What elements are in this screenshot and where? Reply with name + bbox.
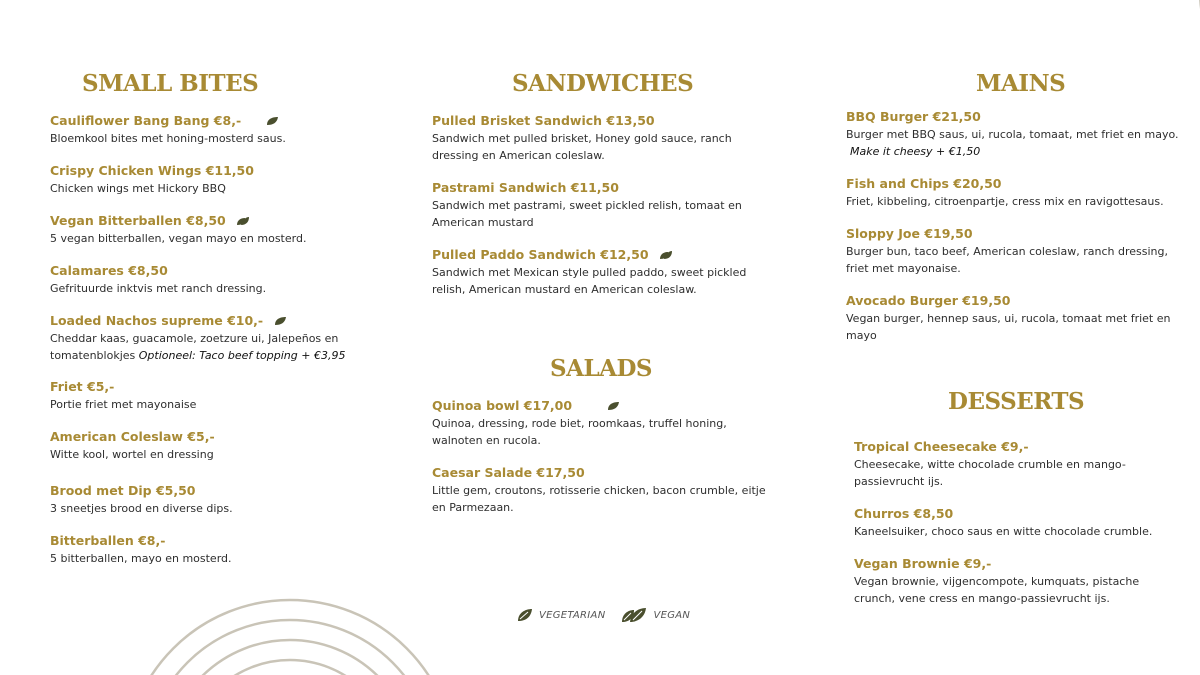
vegetarian-leaf-icon bbox=[273, 316, 287, 326]
decorative-rings-top-right bbox=[1095, 0, 1200, 110]
item-name: Quinoa bowl €17,00 bbox=[432, 398, 573, 413]
mains-heading: MAINS bbox=[976, 70, 1066, 97]
menu-item-cauliflower bbox=[50, 113, 390, 147]
decorative-rings-bottom bbox=[120, 590, 460, 675]
menu-item-pastrami bbox=[432, 180, 772, 231]
salads-heading: SALADS bbox=[550, 355, 653, 382]
item-description: Little gem, croutons, rotisserie chicken, bacon crumble, eitje en Parmezaan. bbox=[432, 484, 766, 514]
menu-item-tropical-cheesecake bbox=[854, 439, 1154, 490]
item-name: Vegan Brownie €9,- bbox=[854, 556, 992, 571]
item-description: Sandwich met pastrami, sweet pickled relish, tomaat en American mustard bbox=[432, 199, 742, 229]
item-name: Loaded Nachos supreme €10,- bbox=[50, 313, 264, 328]
item-note: Make it cheesy + €1,50 bbox=[850, 145, 981, 158]
item-description: Cheddar kaas, guacamole, zoetzure ui, Jalepeños en tomatenblokjes bbox=[50, 332, 339, 362]
vegetarian-leaf-icon bbox=[265, 116, 279, 126]
menu-item-bitterballen bbox=[50, 533, 390, 567]
vegan-leaf-icon bbox=[621, 607, 647, 623]
item-description: Chicken wings met Hickory BBQ bbox=[50, 182, 226, 195]
small-bites-heading: SMALL BITES bbox=[82, 70, 259, 97]
item-name: Tropical Cheesecake €9,- bbox=[854, 439, 1029, 454]
vegan-leaf-icon bbox=[659, 250, 673, 260]
item-name: Friet €5,- bbox=[50, 379, 115, 394]
item-name: Vegan Bitterballen €8,50 bbox=[50, 213, 226, 228]
item-name: Cauliflower Bang Bang €8,- bbox=[50, 113, 242, 128]
menu-item-quinoa-bowl bbox=[432, 398, 772, 449]
menu-item-avocado-burger bbox=[846, 293, 1186, 344]
item-name: Fish and Chips €20,50 bbox=[846, 176, 1002, 191]
menu-item-calamares bbox=[50, 263, 390, 297]
item-name: Churros €8,50 bbox=[854, 506, 954, 521]
item-note: Optioneel: Taco beef topping + €3,95 bbox=[138, 349, 346, 362]
item-description: Burger bun, taco beef, American coleslaw, ranch dressing, friet met mayonaise. bbox=[846, 245, 1168, 275]
menu-item-loaded-nachos bbox=[50, 313, 350, 364]
desserts-heading: DESSERTS bbox=[948, 388, 1085, 415]
item-description: Quinoa, dressing, rode biet, roomkaas, truffel honing, walnoten en rucola. bbox=[432, 417, 727, 447]
item-description: Burger met BBQ saus, ui, rucola, tomaat, met friet en mayo. bbox=[846, 128, 1179, 141]
menu-item-sloppy-joe bbox=[846, 226, 1186, 277]
menu-item-vegan-brownie bbox=[854, 556, 1174, 607]
item-name: Pulled Paddo Sandwich €12,50 bbox=[432, 247, 649, 262]
item-description: Bloemkool bites met honing-mosterd saus. bbox=[50, 132, 286, 145]
menu-item-friet bbox=[50, 379, 390, 413]
sandwiches-heading: SANDWICHES bbox=[512, 70, 694, 97]
item-description: 5 vegan bitterballen, vegan mayo en mosterd. bbox=[50, 232, 307, 245]
menu-item-churros bbox=[854, 506, 1194, 540]
item-name: Calamares €8,50 bbox=[50, 263, 168, 278]
menu-item-caesar-salade bbox=[432, 465, 772, 516]
menu-item-pulled-brisket bbox=[432, 113, 772, 164]
item-name: American Coleslaw €5,- bbox=[50, 429, 215, 444]
item-description: Friet, kibbeling, citroenpartje, cress mix en ravigottesaus. bbox=[846, 195, 1164, 208]
item-name: Pastrami Sandwich €11,50 bbox=[432, 180, 619, 195]
item-description: Witte kool, wortel en dressing bbox=[50, 448, 214, 461]
item-name: Crispy Chicken Wings €11,50 bbox=[50, 163, 254, 178]
diet-legend bbox=[517, 607, 706, 623]
item-description: Gefrituurde inktvis met ranch dressing. bbox=[50, 282, 267, 295]
menu-item-fish-and-chips bbox=[846, 176, 1186, 210]
item-name: Brood met Dip €5,50 bbox=[50, 483, 196, 498]
menu-item-pulled-paddo bbox=[432, 247, 772, 298]
menu-item-bbq-burger bbox=[846, 109, 1186, 160]
item-description: Sandwich met Mexican style pulled paddo, sweet pickled relish, American mustard en American coleslaw. bbox=[432, 266, 747, 296]
item-name: Pulled Brisket Sandwich €13,50 bbox=[432, 113, 655, 128]
item-description: Vegan brownie, vijgencompote, kumquats, pistache crunch, vene cress en mango-passievrucht ijs. bbox=[854, 575, 1140, 605]
item-name: Caesar Salade €17,50 bbox=[432, 465, 585, 480]
item-description: 5 bitterballen, mayo en mosterd. bbox=[50, 552, 232, 565]
item-name: Bitterballen €8,- bbox=[50, 533, 166, 548]
legend-vegan-label: VEGAN bbox=[653, 609, 691, 621]
legend-vegetarian-label: VEGETARIAN bbox=[539, 609, 606, 621]
item-description: 3 sneetjes brood en diverse dips. bbox=[50, 502, 233, 515]
menu-item-chicken-wings bbox=[50, 163, 390, 197]
item-name: Sloppy Joe €19,50 bbox=[846, 226, 973, 241]
vegetarian-leaf-icon bbox=[606, 401, 620, 411]
item-name: Avocado Burger €19,50 bbox=[846, 293, 1011, 308]
vegetarian-leaf-icon bbox=[517, 608, 533, 622]
menu-item-brood-met-dip bbox=[50, 483, 390, 517]
vegan-leaf-icon bbox=[236, 216, 250, 226]
item-description: Cheesecake, witte chocolade crumble en mango-passievrucht ijs. bbox=[854, 458, 1126, 488]
item-description: Sandwich met pulled brisket, Honey gold sauce, ranch dressing en American coleslaw. bbox=[432, 132, 732, 162]
menu-item-vegan-bitterballen bbox=[50, 213, 390, 247]
menu-item-coleslaw bbox=[50, 429, 390, 463]
item-description: Vegan burger, hennep saus, ui, rucola, tomaat met friet en mayo bbox=[846, 312, 1171, 342]
item-description: Kaneelsuiker, choco saus en witte chocolade crumble. bbox=[854, 525, 1153, 538]
item-name: BBQ Burger €21,50 bbox=[846, 109, 981, 124]
item-description: Portie friet met mayonaise bbox=[50, 398, 197, 411]
